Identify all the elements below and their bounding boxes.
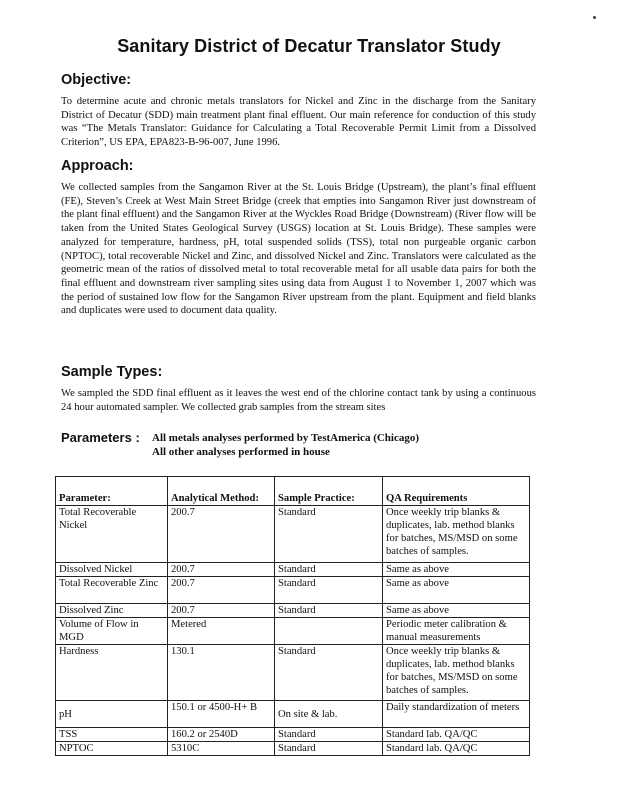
objective-text: To determine acute and chronic metals translators for Nickel and Zinc in the discharge from the Sanitary District of Decatur (SDD) main treatment plant final effluent. Our main reference for conduction of this study was “The Metals Translator: Guidance for Calculating a Total Recoverable Permit Limit from a Dissolved Criterion”, US EPA, EPA823-B-96-007, June 1996. (61, 96, 536, 149)
parameters-line-2: All other analyses performed in house (152, 446, 330, 458)
cell-qa: Daily standardization of meters (383, 701, 530, 728)
cell-qa: Once weekly trip blanks & duplicates, lab. method blanks for batches, MS/MSD on some batches of samples. (383, 645, 530, 701)
header-analytical-method: Analytical Method: (168, 477, 275, 506)
cell-qa: Once weekly trip blanks & duplicates, lab. method blanks for batches, MS/MSD on some batches of samples. (383, 506, 530, 563)
cell-practice: Standard (275, 645, 383, 701)
table-row (56, 645, 530, 701)
table-row (56, 577, 530, 604)
parameters-label: Parameters : (61, 430, 140, 445)
cell-practice (275, 618, 383, 645)
table-row (56, 701, 530, 728)
approach-heading: Approach: (61, 158, 134, 174)
cell-practice: Standard (275, 742, 383, 756)
header-sample-practice: Sample Practice: (275, 477, 383, 506)
cell-parameter: Total Recoverable Nickel (56, 506, 168, 563)
cell-method: 200.7 (168, 563, 275, 577)
cell-qa: Same as above (383, 577, 530, 604)
header-qa-requirements: QA Requirements (383, 477, 530, 506)
cell-method: 160.2 or 2540D (168, 728, 275, 742)
cell-qa: Standard lab. QA/QC (383, 742, 530, 756)
cell-parameter: Dissolved Nickel (56, 563, 168, 577)
cell-method: 200.7 (168, 506, 275, 563)
cell-parameter: Volume of Flow in MGD (56, 618, 168, 645)
table-row (56, 618, 530, 645)
cell-qa: Same as above (383, 563, 530, 577)
cell-parameter: NPTOC (56, 742, 168, 756)
table-row (56, 604, 530, 618)
cell-parameter: Total Recoverable Zinc (56, 577, 168, 604)
cell-practice: Standard (275, 577, 383, 604)
table-row (56, 563, 530, 577)
qa-table (55, 476, 530, 756)
table-row (56, 506, 530, 563)
parameters-line-1: All metals analyses performed by TestAmerica (Chicago) (152, 432, 420, 444)
header-parameter: Parameter: (56, 477, 168, 506)
table-row (56, 728, 530, 742)
cell-parameter: Dissolved Zinc (56, 604, 168, 618)
cell-practice: Standard (275, 604, 383, 618)
cell-method: 200.7 (168, 604, 275, 618)
table-row (56, 742, 530, 756)
cell-practice: Standard (275, 506, 383, 563)
cell-method: 200.7 (168, 577, 275, 604)
cell-practice: Standard (275, 563, 383, 577)
cell-parameter: pH (56, 701, 168, 728)
cell-practice: Standard (275, 728, 383, 742)
cell-qa: Standard lab. QA/QC (383, 728, 530, 742)
cell-parameter: Hardness (56, 645, 168, 701)
document-title: Sanitary District of Decatur Translator Study (117, 36, 501, 56)
objective-heading: Objective: (61, 72, 132, 88)
scan-speck (593, 16, 596, 19)
cell-method: Metered (168, 618, 275, 645)
cell-qa: Same as above (383, 604, 530, 618)
cell-practice: On site & lab. (275, 701, 383, 728)
cell-method: 130.1 (168, 645, 275, 701)
sample-types-heading: Sample Types: (61, 364, 163, 380)
cell-parameter: TSS (56, 728, 168, 742)
cell-qa: Periodic meter calibration & manual measurements (383, 618, 530, 645)
table-header-row (56, 477, 530, 506)
approach-text: We collected samples from the Sangamon River at the St. Louis Bridge (Upstream), the plant’s final effluent (FE), Steven’s Creek at West Main Street Bridge (creek that empties into Sangamon River just downstream of the plant final effluent) and the Sangamon River at the Wyckles Road Bridge (Downstream) (River flow will be taken from the United States Geological Survey (USGS) location at St. Louis Bridge). These samples were analyzed for temperature, hardness, pH, total suspended solids (TSS), total non purgeable organic carbon (NPTOC), total recoverable Nickel and Zinc, and dissolved Nickel and Zinc. Translators were calculated as the geometric mean of the ratios of dissolved metal to total recoverable metal for all usable data pairs for both the final effluent and downstream river sampling sites using data from August 1 to November 1, 2007 which was the period of sustained low flow for the Sangamon River upstream from the plant. Equipment and field blanks and duplicates were used to document data quality. (61, 182, 536, 317)
cell-method: 5310C (168, 742, 275, 756)
sample-types-text: We sampled the SDD final effluent as it leaves the west end of the chlorine contact tank by using a continuous 24 hour automated sampler. We collected grab samples from the stream sites (61, 388, 536, 413)
cell-method: 150.1 or 4500-H+ B (168, 701, 275, 728)
